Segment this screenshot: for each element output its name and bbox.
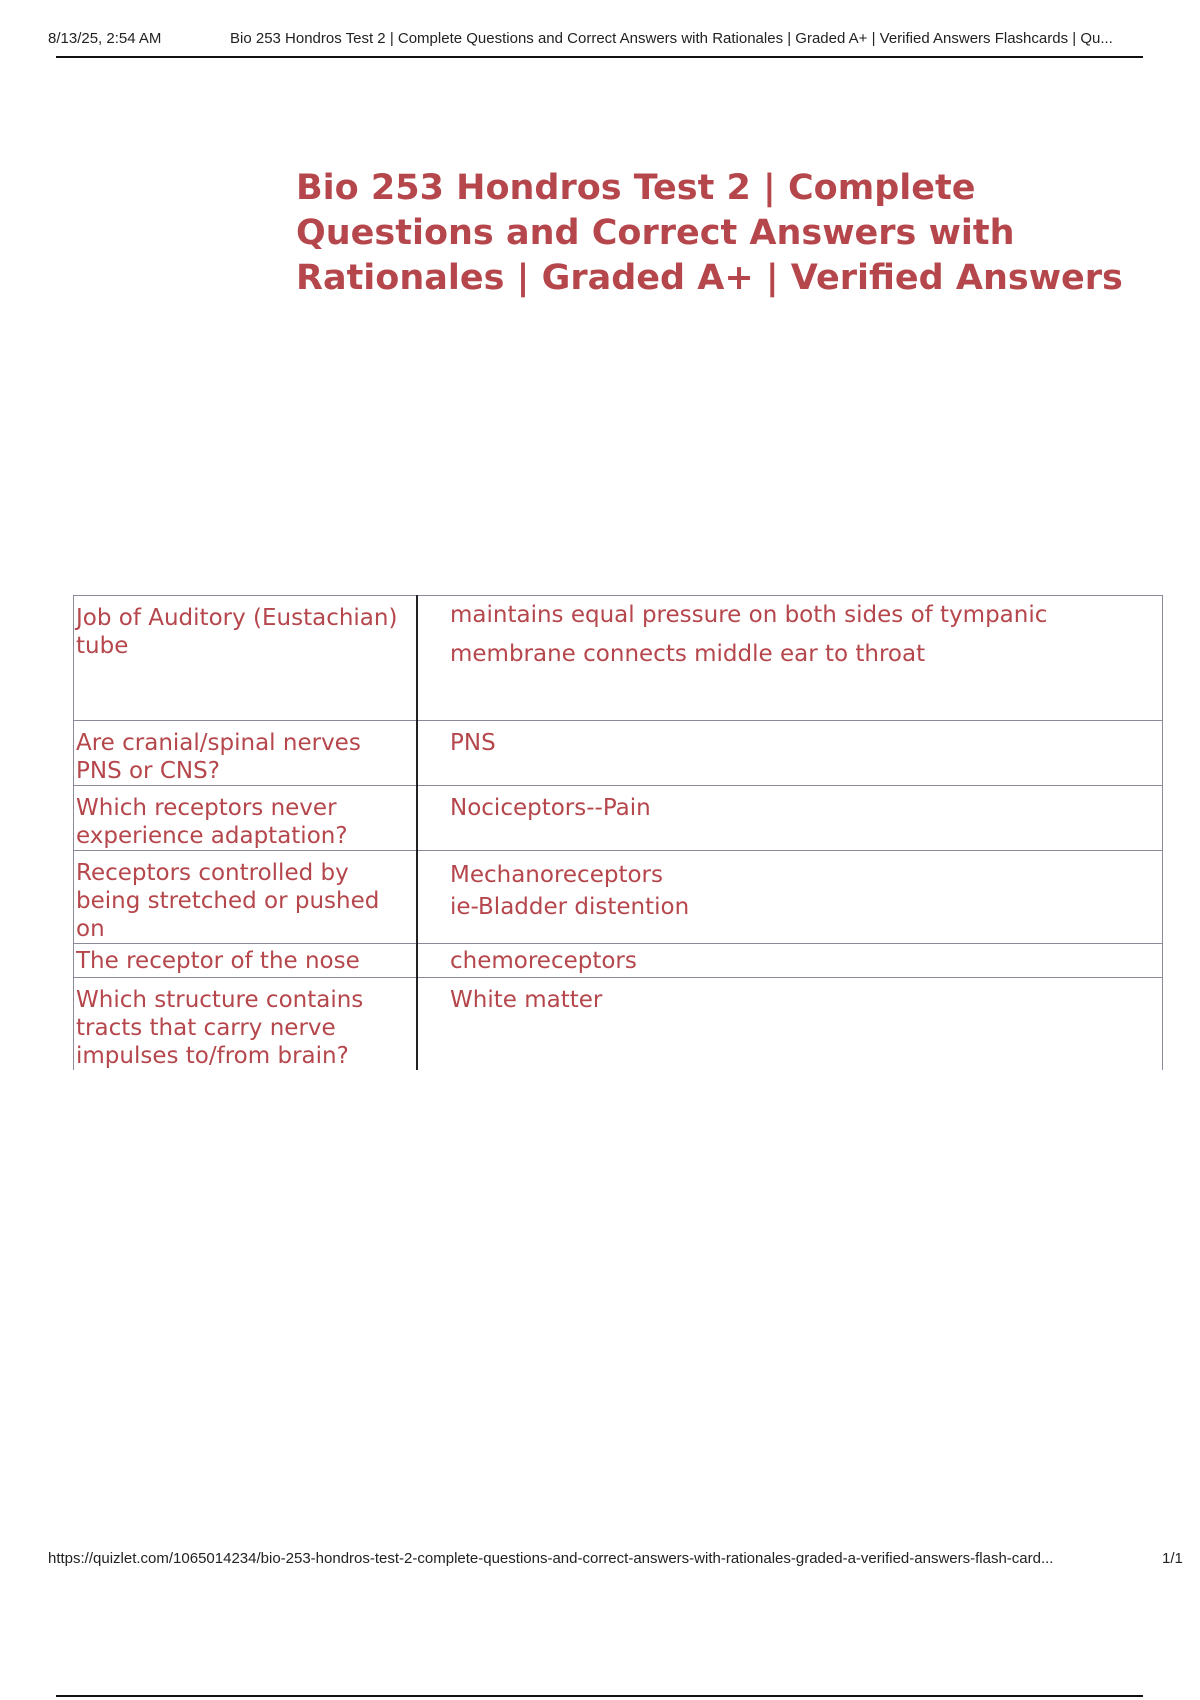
table-row: [74, 596, 1163, 721]
term-cell: Receptors controlled by being stretched or pushed on: [74, 851, 418, 944]
footer-divider: [56, 1695, 1143, 1697]
definition-cell: maintains equal pressure on both sides of tympanic membrane connects middle ear to throat: [417, 596, 1163, 721]
table-row: [74, 721, 1163, 786]
print-timestamp: 8/13/25, 2:54 AM: [48, 30, 162, 47]
definition-cell: PNS: [417, 721, 1163, 786]
print-header: [48, 30, 1178, 52]
term-cell: Job of Auditory (Eustachian) tube: [74, 596, 418, 721]
definition-cell: White matter: [417, 978, 1163, 1071]
table-row: [74, 786, 1163, 851]
definition-cell: Nociceptors--Pain: [417, 786, 1163, 851]
header-divider: [56, 56, 1143, 58]
document-title: Bio 253 Hondros Test 2 | Complete Questions and Correct Answers with Rationales | Graded A+ | Verified Answers: [296, 168, 1123, 298]
print-footer-url: https://quizlet.com/1065014234/bio-253-hondros-test-2-complete-questions-and-correct-answers-with-rationales-graded-a-verified-answers-flash-card...: [48, 1550, 1054, 1567]
table-row: [74, 978, 1163, 1071]
print-page-title: Bio 253 Hondros Test 2 | Complete Questions and Correct Answers with Rationales | Graded A+ | Verified Answers Flashcards | Qu...: [230, 30, 1113, 47]
definition-cell: Mechanoreceptors ie-Bladder distention: [417, 851, 1163, 944]
definition-cell: chemoreceptors: [417, 944, 1163, 978]
table-row: [74, 944, 1163, 978]
term-cell: Are cranial/spinal nerves PNS or CNS?: [74, 721, 418, 786]
term-cell: The receptor of the nose: [74, 944, 418, 978]
print-page-number: 1/1: [1162, 1550, 1183, 1567]
table-row: [74, 851, 1163, 944]
term-cell: Which structure contains tracts that carry nerve impulses to/from brain?: [74, 978, 418, 1071]
flashcard-table: [73, 595, 1163, 1070]
term-cell: Which receptors never experience adaptation?: [74, 786, 418, 851]
